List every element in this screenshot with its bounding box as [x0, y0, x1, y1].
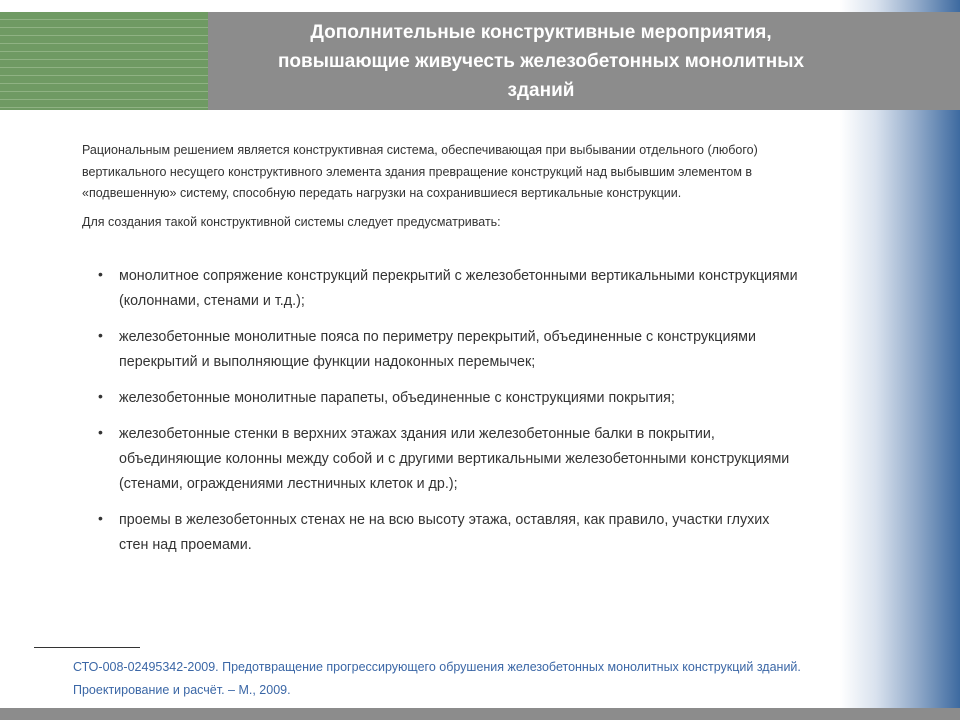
list-item-text: железобетонные стенки в верхних этажах здания или железобетонные балки в покрытии, объединяющие колонны между собой и с другими вертикальными железобетонными конструкциями (стенами, ограждениями лестничных клеток и др.); [119, 426, 790, 492]
intro-text [82, 140, 782, 240]
list-item-text: монолитное сопряжение конструкций перекрытий с железобетонными вертикальными конструкциями (колоннами, стенами и т.д.); [119, 268, 798, 309]
list-item [98, 508, 798, 558]
bullet-list [98, 264, 798, 569]
footnote-separator [34, 647, 140, 648]
list-item [98, 325, 798, 375]
list-item-text: проемы в железобетонных стенах не на всю высоту этажа, оставляя, как правило, участки глухих стен над проемами. [119, 512, 770, 553]
list-item-text: железобетонные монолитные парапеты, объединенные с конструкциями покрытия; [119, 390, 675, 406]
footnote-reference: СТО-008-02495342-2009. Предотвращение прогрессирующего обрушения железобетонных монолитных конструкций зданий. Проектирование и расчёт. – М., 2009. [73, 660, 801, 697]
bullet-icon: • [98, 388, 103, 404]
list-item [98, 386, 798, 411]
green-striped-block [0, 12, 208, 110]
intro-paragraph: Рациональным решением является конструктивная система, обеспечивающая при выбывании отдельного (любого) вертикального несущего конструктивного элемента здания превращение конструкций над выбывшим элементом в «подвешенную» систему, способную передать нагрузки на сохранившиеся вертикальные конструкции. [82, 143, 758, 200]
bullet-icon: • [98, 510, 103, 526]
list-item [98, 422, 798, 497]
slide-title: Дополнительные конструктивные мероприятия, повышающие живучесть железобетонных монолитных зданий [277, 22, 805, 101]
list-item [98, 264, 798, 314]
list-item-text: железобетонные монолитные пояса по периметру перекрытий, объединенные с конструкциями перекрытий и выполняющие функции надоконных перемычек; [119, 329, 756, 370]
bullet-icon: • [98, 266, 103, 282]
bottom-bar [0, 708, 960, 720]
intro-lead-in: Для создания такой конструктивной системы следует предусматривать: [82, 214, 501, 229]
bullet-icon: • [98, 327, 103, 343]
bullet-icon: • [98, 424, 103, 440]
